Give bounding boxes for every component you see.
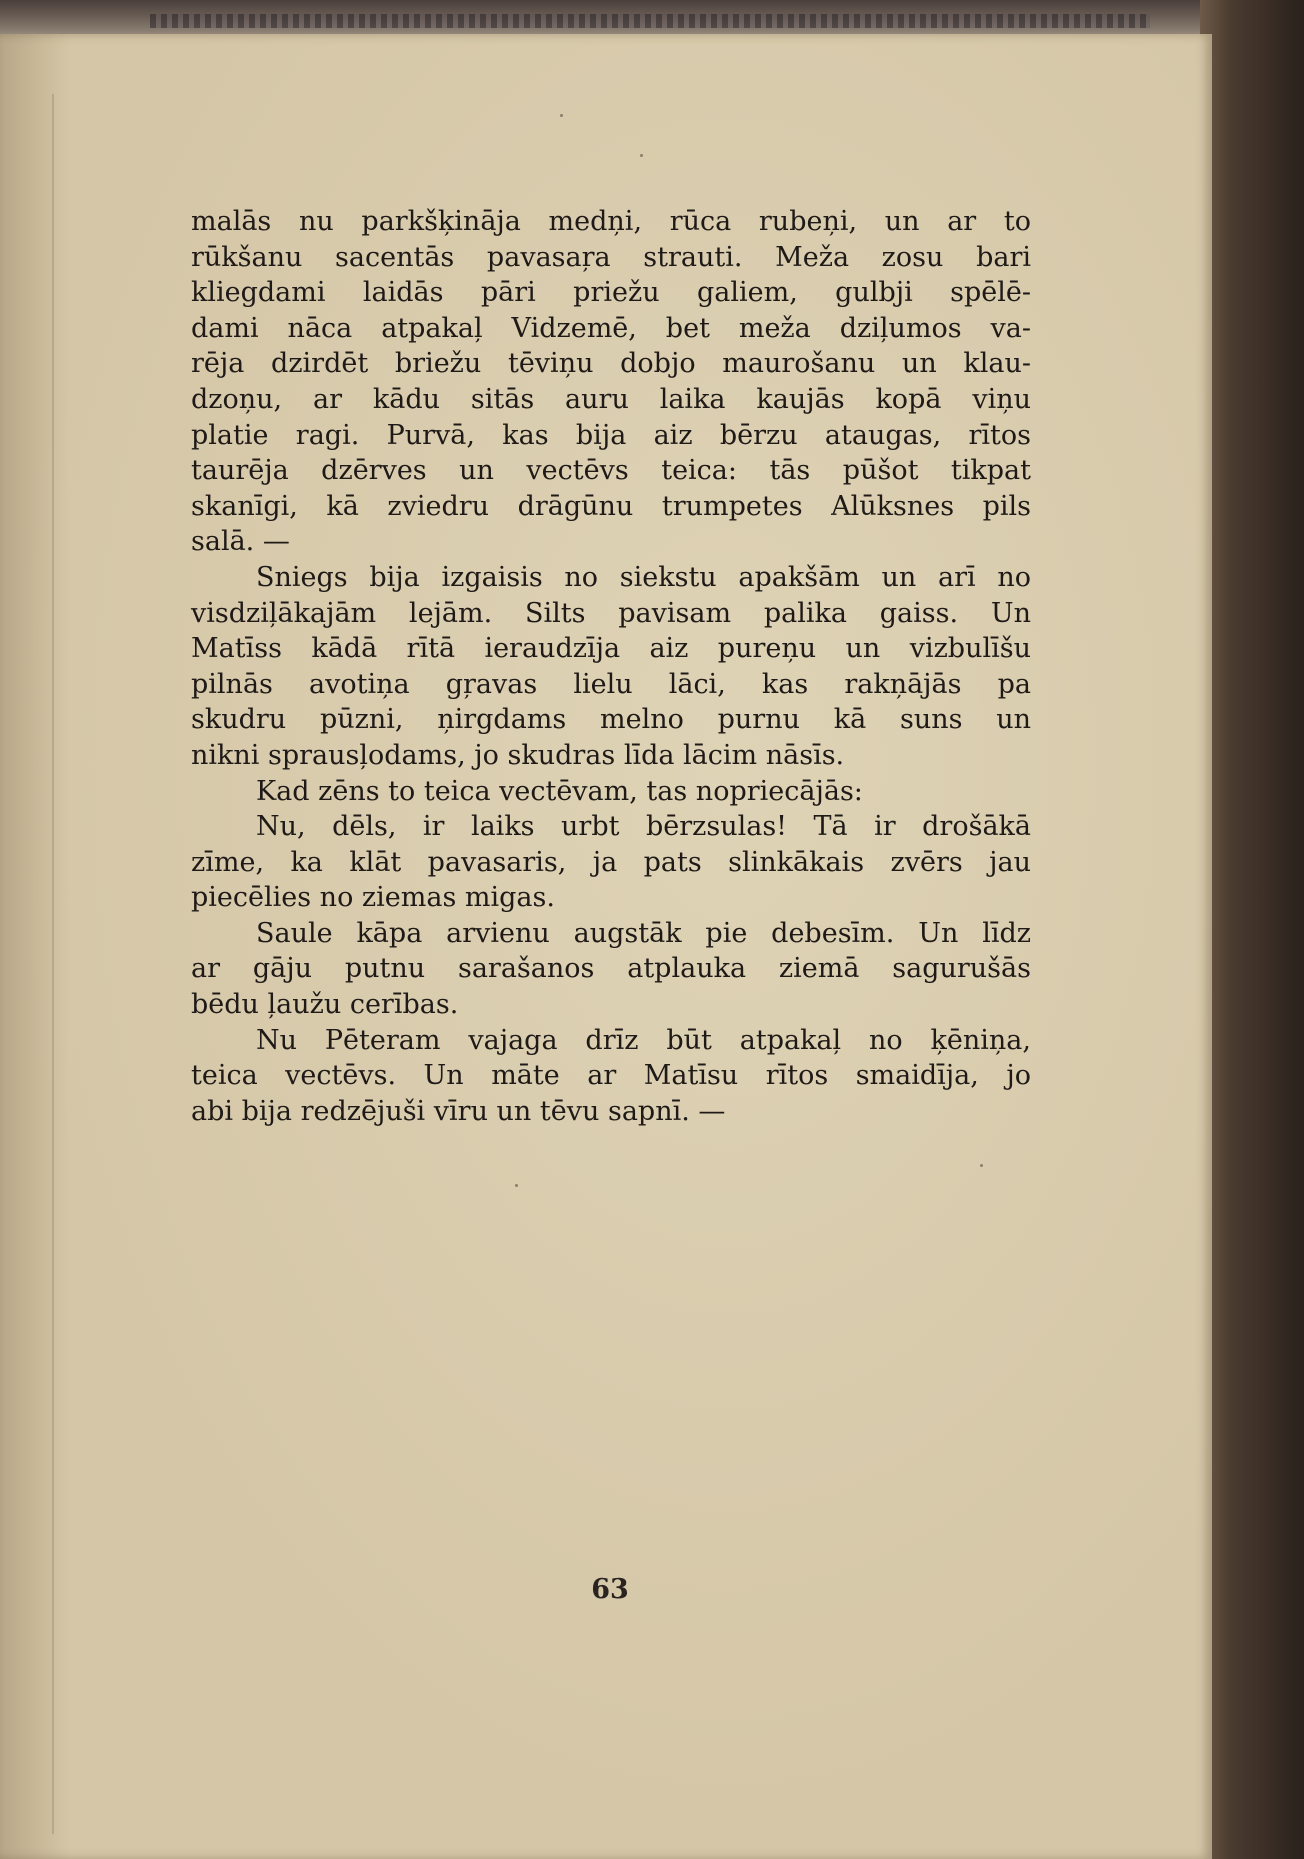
text-line: Nu Pēteram vajaga drīz būt atpakaļ no ķēniņa, bbox=[256, 1024, 1031, 1056]
text-line: zīme, ka klāt pavasaris, ja pats slinkākais zvērs jau bbox=[191, 846, 1031, 878]
text-line: nikni sprausļodams, jo skudras līda lācim nāsīs. bbox=[191, 739, 845, 771]
text-line: pilnās avotiņa gŗavas lielu lāci, kas rakņājās pa bbox=[191, 668, 1031, 700]
text-line: dzoņu, ar kādu sitās auru laika kaujās kopā viņu bbox=[191, 383, 1031, 415]
text-line: rūkšanu sacentās pavasaŗa strauti. Meža zosu bari bbox=[191, 241, 1031, 273]
text-line: kliegdami laidās pāri priežu galiem, gulbji spēlē- bbox=[191, 277, 1031, 309]
text-line: skudru pūzni, ņirgdams melno purnu kā suns un bbox=[191, 704, 1031, 736]
text-line: teica vectēvs. Un māte ar Matīsu rītos smaidīja, jo bbox=[191, 1060, 1031, 1092]
text-line: Saule kāpa arvienu augstāk pie debesīm. Un līdz bbox=[256, 917, 1031, 949]
text-line: Kad zēns to teica vectēvam, tas nopriecājās: bbox=[256, 775, 863, 807]
text-line: dami nāca atpakaļ Vidzemē, bet meža dziļumos va- bbox=[191, 312, 1031, 344]
paper-speck bbox=[980, 1164, 983, 1167]
page-number: 63 bbox=[591, 1574, 629, 1605]
text-line: rēja dzirdēt briežu tēviņu dobjo maurošanu un klau- bbox=[191, 348, 1031, 380]
text-line: skanīgi, kā zviedru drāgūnu trumpetes Alūksnes pils bbox=[191, 490, 1031, 522]
text-line: Sniegs bija izgaisis no siekstu apakšām un arī no bbox=[256, 561, 1031, 593]
paper-speck bbox=[560, 114, 563, 117]
text-line: platie ragi. Purvā, kas bija aiz bērzu ataugas, rītos bbox=[191, 419, 1031, 451]
book-right-edge bbox=[1200, 0, 1304, 1859]
text-line: malās nu parkšķināja medņi, rūca rubeņi, un ar to bbox=[191, 206, 1031, 237]
text-line: taurēja dzērves un vectēvs teica: tās pūšot tikpat bbox=[191, 455, 1031, 487]
text-line: bēdu ļaužu cerības. bbox=[191, 989, 459, 1021]
text-line: visdziļākajām lejām. Silts pavisam palika gaiss. Un bbox=[191, 597, 1031, 629]
text-line: Nu, dēls, ir laiks urbt bērzsulas! Tā ir drošākā bbox=[256, 811, 1031, 843]
text-line: abi bija redzējuši vīru un tēvu sapnī. — bbox=[191, 1095, 726, 1127]
text-line: piecēlies no ziemas migas. bbox=[191, 882, 555, 914]
page-gutter bbox=[52, 94, 54, 1834]
paper-speck bbox=[640, 154, 643, 157]
text-line: salā. — bbox=[191, 526, 290, 558]
paper-speck bbox=[515, 1184, 518, 1187]
text-line: Matīss kādā rītā ieraudzīja aiz pureņu un vizbulīšu bbox=[191, 633, 1031, 665]
body-text bbox=[191, 204, 1031, 1129]
text-line: ar gāju putnu sarašanos atplauka ziemā sagurušās bbox=[191, 953, 1031, 985]
